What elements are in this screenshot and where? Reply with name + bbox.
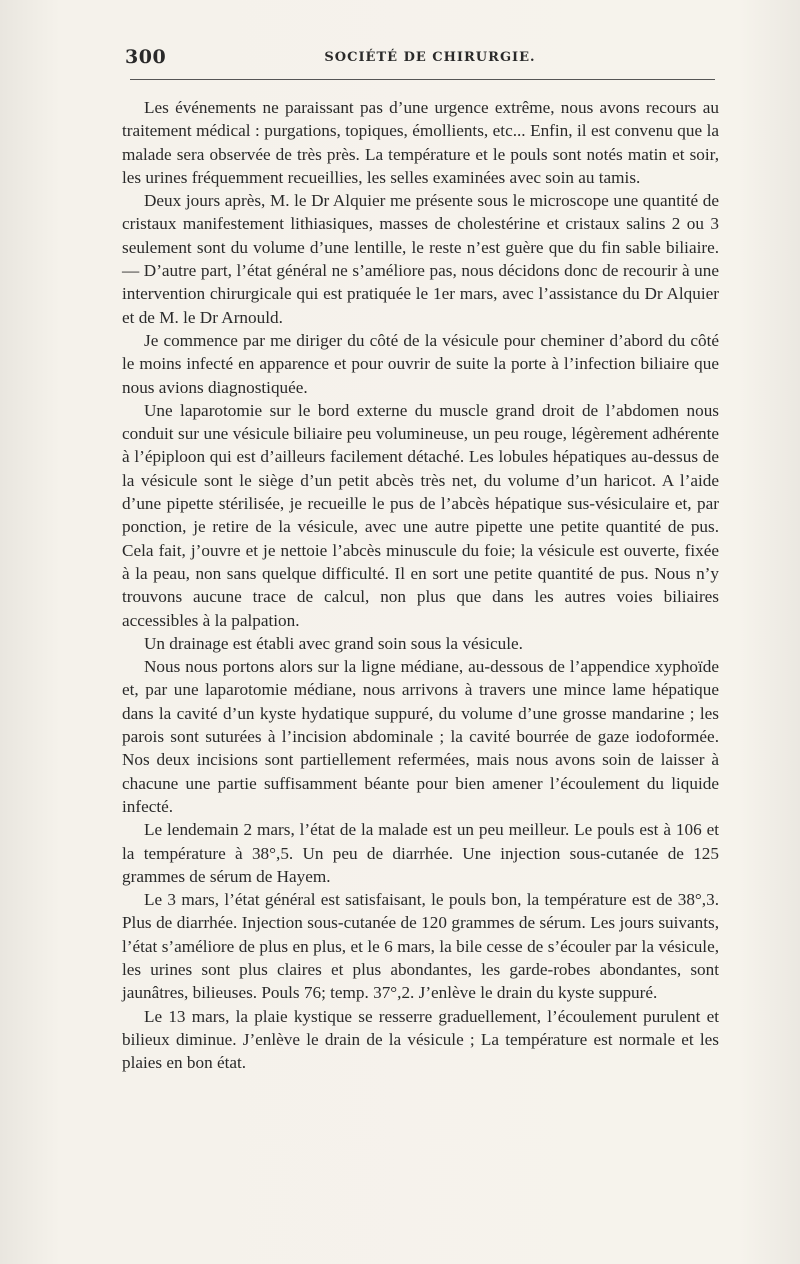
paragraph: Je commence par me diriger du côté de la vésicule pour cheminer d’abord du côté le moins infecté en apparence et pour ouvrir de suite la porte à l’infection biliaire que nous avions diagnostiquée. <box>122 330 719 397</box>
paragraph: Le 13 mars, la plaie kystique se resserre graduellement, l’écoulement purulent et bilieux diminue. J’enlève le drain de la vésicule ; La température est normale et les plaies en bon état. <box>122 1006 719 1073</box>
paragraph: Nous nous portons alors sur la ligne médiane, au-dessous de l’appendice xyphoïde et, par une laparotomie médiane, nous arrivons à travers une mince lame hépatique dans la cavité d’un kyste hydatique suppuré, du volume d’une grosse mandarine ; les parois sont suturées à l’incision abdominale ; la cavité bourrée de gaze iodoformée. Nos deux incisions sont partiellement refermées, mais nous avons soin de laisser à chacune une partie suffisamment béante pour bien amener l’écoulement du liquide infecté. <box>122 657 719 816</box>
paragraph: Les événements ne paraissant pas d’une urgence extrême, nous avons recours au traitement médical : purgations, topiques, émollients, etc... Enfin, il est convenu que la malade sera observée de très près. La température et le pouls sont notés matin et soir, les urines fréquemment recueillies, les selles examinées avec soin au tamis. <box>122 98 719 187</box>
paragraph: Le lendemain 2 mars, l’état de la malade est un peu meilleur. Le pouls est à 106 et la température à 38°,5. Un peu de diarrhée. Une injection sous-cutanée de 125 grammes de sérum de Hayem. <box>122 820 719 886</box>
page-header <box>125 40 715 80</box>
paragraph: Une laparotomie sur le bord externe du muscle grand droit de l’abdomen nous conduit sur une vésicule biliaire peu volumineuse, un peu rouge, légèrement adhérente à l’épiploon qui est d’ailleurs facilement détaché. Les lobules hépatiques au-dessus de la vésicule sont le siège d’un petit abcès très net, du volume d’un haricot. A l’aide d’une pipette stérilisée, je recueille le pus de l’abcès hépatique sus-vésiculaire et, par ponction, je retire de la vésicule, avec une autre pipette une petite quantité de pus. Cela fait, j’ouvre et je nettoie l’abcès minuscule du foie; la vésicule est ouverte, fixée à la peau, non sans quelque difficulté. Il en sort une petite quantité de pus. Nous n’y trouvons aucune trace de calcul, non plus que dans les autres voies biliaires accessibles à la palpation. <box>122 400 719 630</box>
running-title: SOCIÉTÉ DE CHIRURGIE. <box>324 50 536 65</box>
paragraph: Deux jours après, M. le Dr Alquier me présente sous le microscope une quantité de cristaux manifestement lithiasiques, masses de cholestérine et cristaux salins 2 ou 3 seulement sont du volume d’une lentille, le reste n’est guère que du fin sable biliaire. — D’autre part, l’état général ne s’améliore pas, nous décidons donc de recourir à une intervention chirurgicale qui est pratiquée le 1er mars, avec l’assistance du Dr Alquier et de M. le Dr Arnould. <box>122 191 719 327</box>
header-rule <box>130 79 715 80</box>
page-number: 300 <box>125 46 167 68</box>
body-text <box>122 96 719 1074</box>
paragraph: Le 3 mars, l’état général est satisfaisant, le pouls bon, la température est de 38°,3. Plus de diarrhée. Injection sous-cutanée de 120 grammes de sérum. Les jours suivants, l’état s’améliore de plus en plus, et le 6 mars, la bile cesse de s’écouler par la vésicule, les urines sont plus claires et plus abondantes, les garde-robes abondantes, sont jaunâtres, bilieuses. Pouls 76; temp. 37°,2. J’enlève le drain du kyste suppuré. <box>122 890 719 1003</box>
paragraph: Un drainage est établi avec grand soin sous la vésicule. <box>144 633 523 653</box>
